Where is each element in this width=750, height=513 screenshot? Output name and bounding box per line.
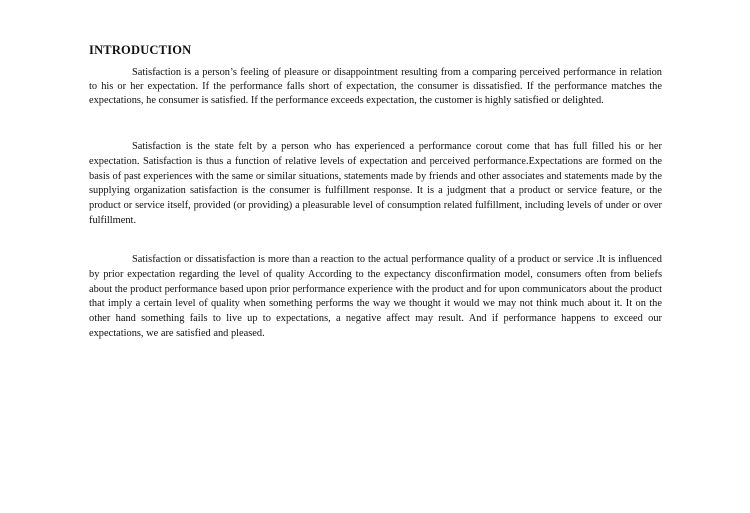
section-heading: INTRODUCTION (89, 43, 192, 57)
paragraph-2: Satisfaction is the state felt by a person who has experienced a performance corout come that has full filled his or her expectation. Satisfaction is thus a function of relative levels of expectation and perceived performance.Expectations are formed on the basis of past experiences with the same or similar situations, statements made by friends and other associates and statements made by the supplying organization satisfaction is the consumer is fulfillment response. It is a judgment that a product or service feature, or the product or service itself, provided (or providing) a pleasurable level of consumption related fulfillment, including levels of under or over fulfillment. (89, 141, 662, 226)
paragraph-1: Satisfaction is a person’s feeling of pleasure or disappointment resulting from a comparing perceived performance in relation to his or her expectation. If the performance falls short of expectation, the consumer is dissatisfied. If the performance matches the expectations, he consumer is satisfied. If the performance exceeds expectation, the customer is highly satisfied or delighted. (89, 67, 662, 107)
paragraph-3: Satisfaction or dissatisfaction is more than a reaction to the actual performance quality of a product or service .It is influenced by prior expectation regarding the level of quality According to the expectancy disconfirmation model, consumers often from beliefs about the product performance based upon prior performance experience with the product and for upon communicators about the product that imply a certain level of quality when something performs the way we thought it would we may not think much about it. It on the other hand something fails to live up to expectations, a negative affect may result. And if performance happens to exceed our expectations, we are satisfied and pleased. (89, 254, 662, 339)
